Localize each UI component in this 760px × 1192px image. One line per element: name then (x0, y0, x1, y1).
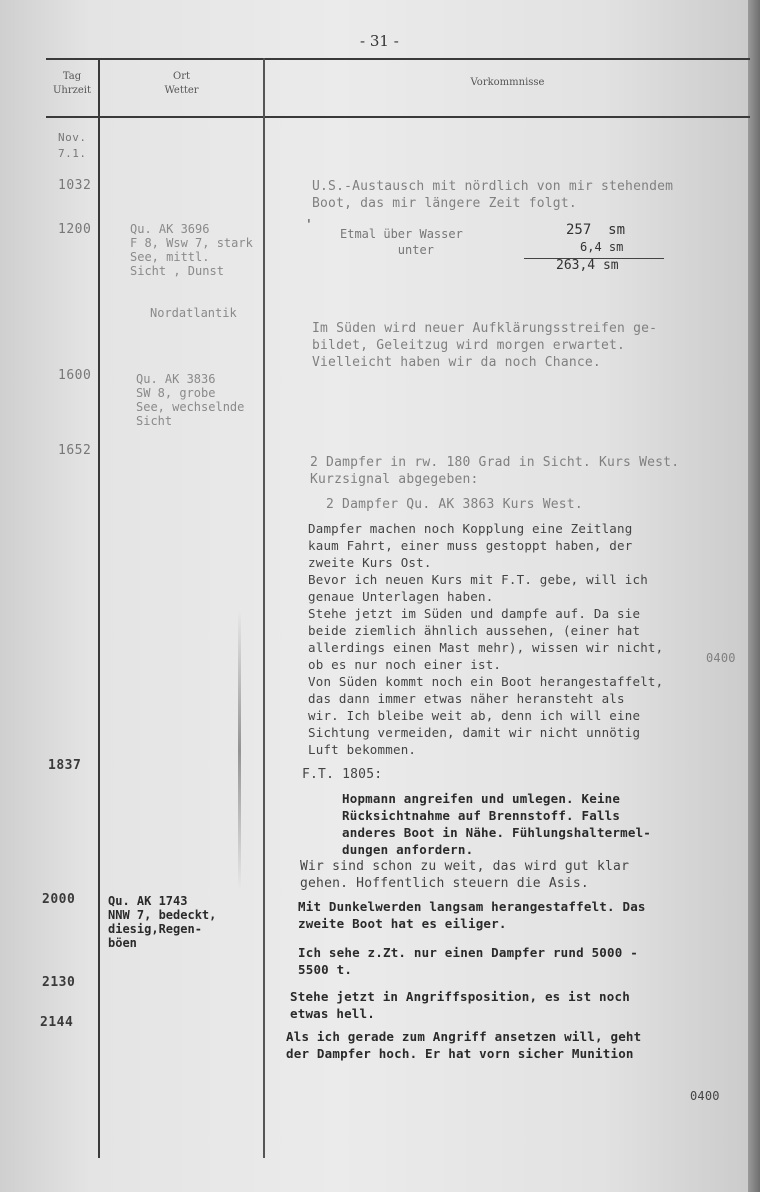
time-entry: 2130 (42, 975, 76, 990)
entry-1652-c: Dampfer machen noch Kopplung eine Zeitlang kaum Fahrt, einer muss gestoppt haben, der zweite Kurs Ost. Bevor ich neuen Kurs mit F.T. gebe, will ich genaue Unterlagen haben. Stehe jetzt im Süden und dampfe auf. Da sie beide ziemlich ähnlich aussehen, (einer hat allerdings einen Mast mehr), wissen wir nicht, ob es nur noch einer ist. Von Süden kommt noch ein Boot herangestaffelt, das dann immer etwas näher heransteht als wir. Ich bleibe weit ab, denn ich will eine Sichtung vermeiden, damit wir nicht unnötig Luft bekommen. (308, 521, 664, 757)
time-entry: 2144 (40, 1015, 74, 1030)
distance-value-2: 6,4 sm (580, 240, 624, 254)
page-edge-shadow (748, 0, 760, 1192)
entry-2144: Als ich gerade zum Angriff ansetzen will, geht der Dampfer hoch. Er hat vorn sicher Munition (286, 1029, 642, 1061)
header-events: Vorkommnisse (470, 77, 545, 88)
entry-1652-b: 2 Dampfer Qu. AK 3863 Kurs West. (326, 497, 583, 512)
weather-region: Nordatlantik (150, 306, 237, 320)
stamp-mark-2: 0400 (690, 1089, 720, 1103)
entry-1200-b: Im Süden wird neuer Aufklärungsstreifen ge- bildet, Geleitzug wird morgen erwartet. Vielleicht haben wir da noch Chance. (312, 321, 658, 370)
entry-2000-a: Mit Dunkelwerden langsam herangestaffelt. Das zweite Boot hat es eiliger. (298, 899, 646, 931)
page-number: - 31 - (360, 32, 399, 50)
weather-2000: Qu. AK 1743 NNW 7, bedeckt, diesig,Regen- böen (108, 894, 217, 950)
column-divider-2 (263, 58, 265, 1158)
entry-2130: Stehe jetzt in Angriffsposition, es ist noch etwas hell. (290, 989, 630, 1021)
distance-total: 263,4 sm (556, 258, 619, 273)
time-entry: 1200 (58, 222, 92, 237)
pencil-mark (238, 610, 241, 890)
tick-mark: ' (305, 218, 313, 233)
time-entry: 1837 (48, 758, 82, 773)
table-top-rule (46, 58, 750, 60)
date-label: Nov. 7.1. (58, 131, 87, 160)
column-divider-1 (98, 58, 100, 1158)
table-header-rule (46, 116, 750, 118)
distance-label: Etmal über Wasser unter (340, 227, 463, 257)
entry-1652-a: 2 Dampfer in rw. 180 Grad in Sicht. Kurs West. Kurzsignal abgegeben: (310, 455, 680, 487)
entry-1032: U.S.-Austausch mit nördlich von mir stehendem Boot, das mir längere Zeit folgt. (312, 179, 674, 211)
distance-value-1: 257 sm (566, 222, 626, 238)
time-entry: 2000 (42, 892, 76, 907)
time-entry: 1032 (58, 178, 92, 193)
stamp-mark-1: 0400 (706, 651, 736, 665)
header-location-weather: Ort Wetter (164, 71, 199, 96)
time-entry: 1652 (58, 443, 92, 458)
entry-1837-c: Wir sind schon zu weit, das wird gut klar gehen. Hoffentlich steuern die Asis. (300, 859, 630, 891)
entry-1837-b: Hopmann angreifen und umlegen. Keine Rücksichtnahme auf Brennstoff. Falls anderes Boot in Nähe. Fühlungshaltermel- dungen anfordern. (342, 791, 652, 857)
entry-1837-a: F.T. 1805: (302, 767, 383, 782)
time-entry: 1600 (58, 368, 92, 383)
header-date-time: Tag Uhrzeit (52, 71, 92, 96)
weather-1600: Qu. AK 3836 SW 8, grobe See, wechselnde Sicht (136, 372, 245, 428)
weather-1200: Qu. AK 3696 F 8, Wsw 7, stark See, mittl. Sicht , Dunst (130, 222, 253, 278)
entry-2000-b: Ich sehe z.Zt. nur einen Dampfer rund 5000 - 5500 t. (298, 945, 638, 977)
